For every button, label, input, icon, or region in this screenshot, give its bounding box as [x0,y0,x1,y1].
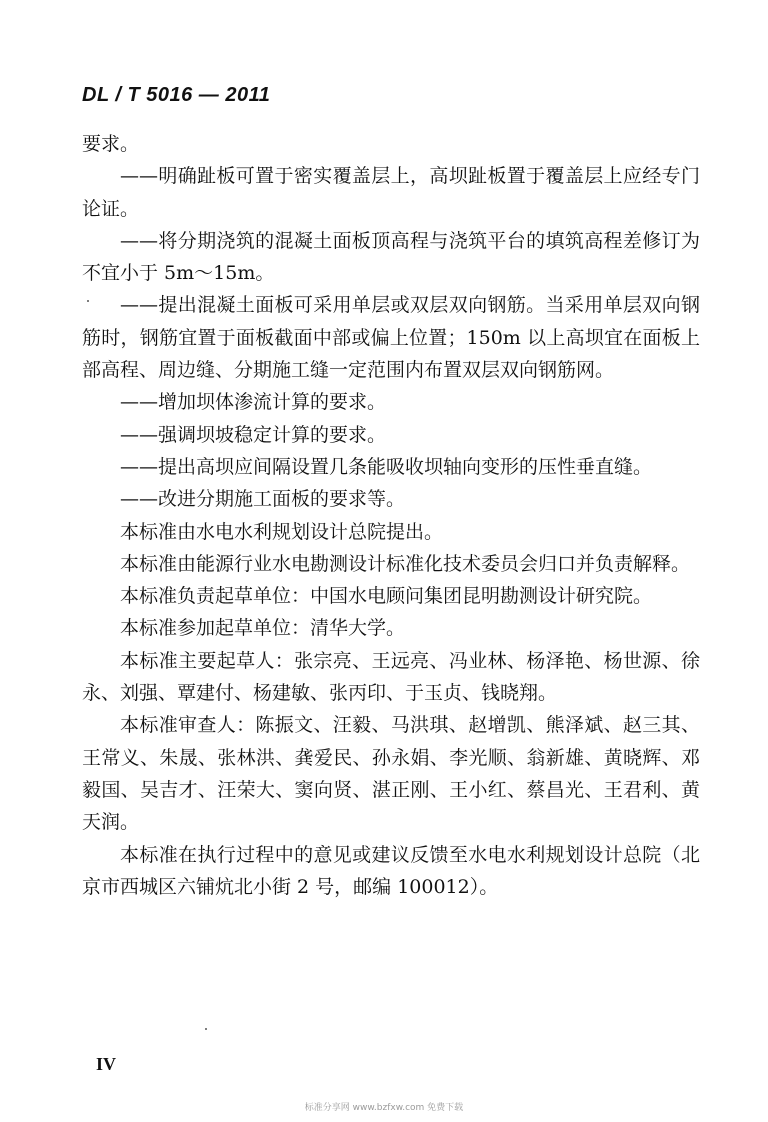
paragraph-12: 本标准参加起草单位：清华大学。 [120,617,406,640]
document-body [82,128,700,903]
paragraph-10: 本标准由能源行业水电勘测设计标准化技术委员会归口并负责解释。 [120,552,691,575]
paragraph-11: 本标准负责起草单位：中国水电顾问集团昆明勘测设计研究院。 [120,585,653,608]
paragraph-15: 本标准在执行过程中的意见或建议反馈至水电水利规划设计总院（北京市西城区六铺炕北小街 2 号，邮编 100012）。 [82,843,700,898]
paragraph-9: 本标准由水电水利规划设计总院提出。 [120,520,444,543]
paragraph-14: 本标准审查人：陈振文、汪毅、马洪琪、赵增凯、熊泽斌、赵三其、王常义、朱晟、张林洪、龚爱民、孙永娟、李光顺、翁新雄、黄晓辉、邓毅国、吴吉才、汪荣大、窦向贤、湛正刚、王小红、蔡昌光、王君利、黄天润。 [82,714,700,834]
scan-speck [205,1028,207,1030]
paragraph-13: 本标准主要起草人：张宗亮、王远亮、冯业林、杨泽艳、杨世源、徐永、刘强、覃建付、杨建敏、张丙印、于玉贞、钱晓翔。 [82,649,700,705]
paragraph-1: 要求。 [82,133,140,155]
download-watermark: 标准分享网 www.bzfxw.com 免费下载 [304,1103,464,1113]
paragraph-4: ——提出混凝土面板可采用单层或双层双向钢筋。当采用单层双向钢筋时，钢筋宜置于面板截面中部或偏上位置；150m 以上高坝宜在面板上部高程、周边缝、分期施工缝一定范围内布置双层双向钢筋网。 [82,294,700,382]
paragraph-7: ——提出高坝应间隔设置几条能吸收坝轴向变形的压性垂直缝。 [120,455,653,478]
paragraph-5: ——增加坝体渗流计算的要求。 [120,391,387,414]
paragraph-6: ——强调坝坡稳定计算的要求。 [120,423,387,446]
paragraph-3: ——将分期浇筑的混凝土面板顶高程与浇筑平台的填筑高程差修订为不宜小于 5m～15m。 [82,229,700,285]
paragraph-2: ——明确趾板可置于密实覆盖层上，高坝趾板置于覆盖层上应经专门论证。 [82,165,700,220]
standard-code-header: DL / T 5016 — 2011 [82,84,271,106]
paragraph-8: ——改进分期施工面板的要求等。 [120,488,406,511]
scan-speck [87,300,89,302]
page-number: IV [96,1054,117,1074]
